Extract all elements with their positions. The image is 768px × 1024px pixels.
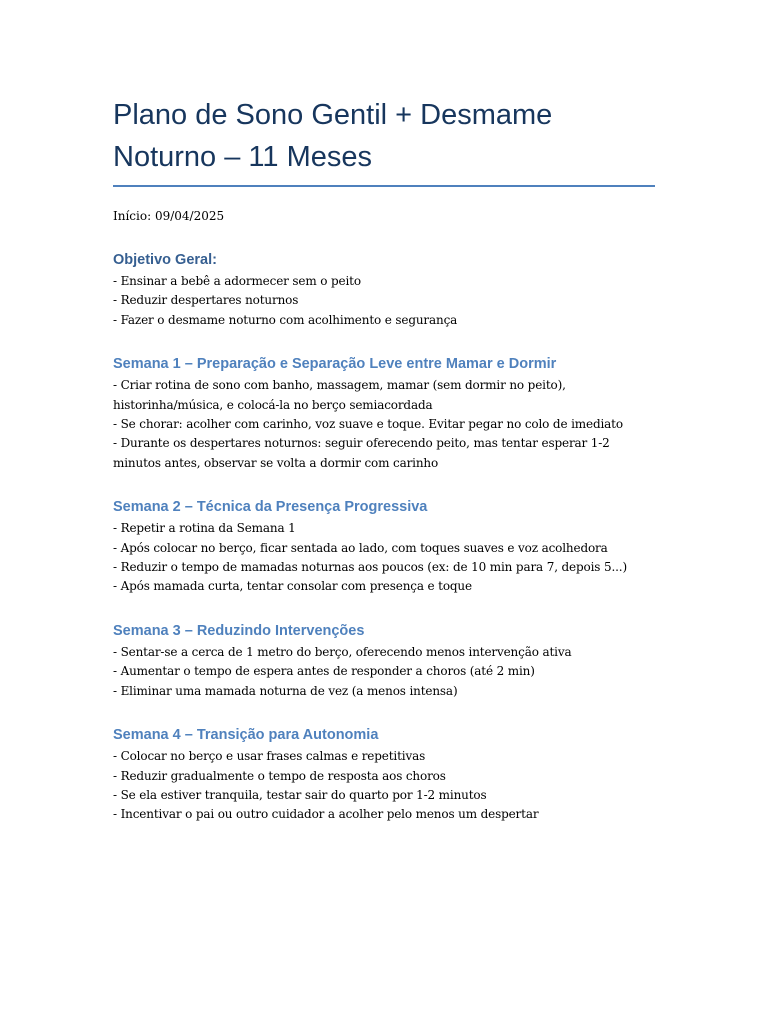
section-heading: Semana 4 – Transição para Autonomia (113, 727, 379, 744)
list-item: - Ensinar a bebê a adormecer sem o peito (113, 274, 361, 288)
list-item: - Após mamada curta, tentar consolar com presença e toque (113, 579, 472, 594)
list-item: - Reduzir gradualmente o tempo de resposta aos choros (113, 768, 446, 783)
list-item: - Eliminar uma mamada noturna de vez (a menos intensa) (113, 683, 458, 698)
document-page (113, 0, 658, 849)
section-semana-4 (113, 725, 658, 825)
section-heading: Semana 2 – Técnica da Presença Progressiva (113, 499, 428, 516)
section-semana-2 (113, 497, 658, 597)
list-item: - Aumentar o tempo de espera antes de responder a choros (até 2 min) (113, 664, 535, 679)
list-item: - Após colocar no berço, ficar sentada ao lado, com toques suaves e voz acolhedora (113, 540, 608, 555)
list-item: - Incentivar o pai ou outro cuidador a acolher pelo menos um despertar (113, 807, 539, 822)
section-heading: Semana 1 – Preparação e Separação Leve entre Mamar e Dormir (113, 356, 557, 373)
list-item: - Repetir a rotina da Semana 1 (113, 521, 296, 536)
section-semana-3 (113, 621, 658, 701)
document-title: Plano de Sono Gentil + Desmame Noturno – 11 Meses (113, 99, 553, 173)
section-heading: Semana 3 – Reduzindo Intervenções (113, 622, 365, 639)
list-item: - Reduzir o tempo de mamadas noturnas aos poucos (ex: de 10 min para 7, depois 5...) (113, 560, 627, 575)
list-item: - Colocar no berço e usar frases calmas e repetitivas (113, 749, 426, 764)
list-item: - Sentar-se a cerca de 1 metro do berço, oferecendo menos intervenção ativa (113, 644, 572, 659)
section-objetivo-geral (113, 250, 658, 330)
list-item: - Durante os despertares noturnos: seguir oferecendo peito, mas tentar esperar 1-2 minutos antes, observar se volta a dormir com carinho (113, 436, 610, 470)
list-item: - Se chorar: acolher com carinho, voz suave e toque. Evitar pegar no colo de imediato (113, 417, 623, 432)
start-date: Início: 09/04/2025 (113, 209, 225, 223)
section-heading: Objetivo Geral: (113, 252, 217, 268)
section-semana-1 (113, 354, 658, 473)
list-item: - Fazer o desmame noturno com acolhimento e segurança (113, 312, 458, 327)
list-item: - Criar rotina de sono com banho, massagem, mamar (sem dormir no peito), historinha/música, e colocá-la no berço semiacordada (113, 378, 566, 412)
list-item: - Reduzir despertares noturnos (113, 293, 299, 308)
title-divider (113, 185, 655, 187)
list-item: - Se ela estiver tranquila, testar sair do quarto por 1-2 minutos (113, 787, 487, 802)
